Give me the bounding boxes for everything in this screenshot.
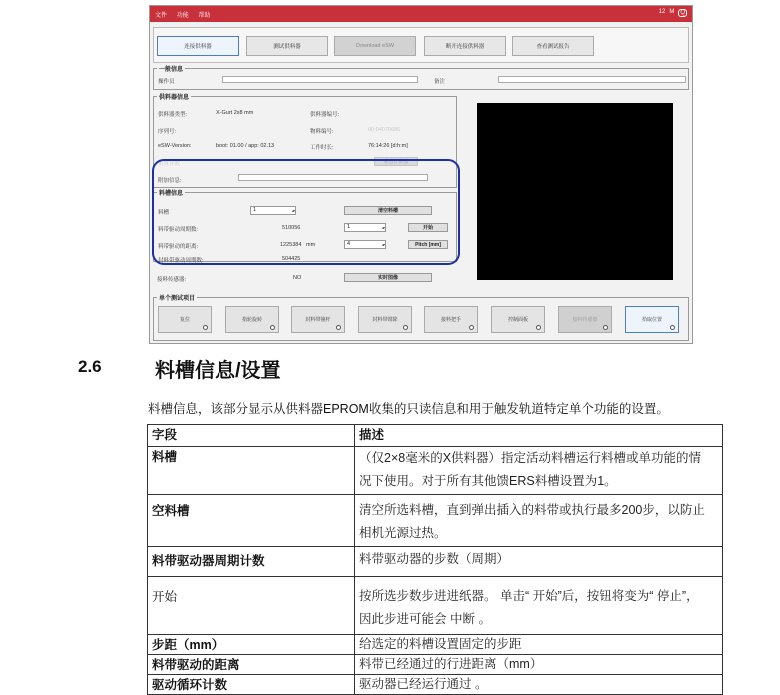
status-dot	[670, 325, 675, 330]
drive-cycles-value: 510056	[282, 225, 301, 231]
app-screenshot	[149, 5, 693, 344]
table-row	[148, 635, 723, 655]
test-control-panel-label: 控制面板	[507, 317, 528, 323]
row-desc-line: 料带驱动器的步数（周期）	[359, 552, 510, 566]
test-splice-sensor-label: 接料传感器	[572, 317, 598, 323]
highlight-outline	[152, 159, 460, 265]
test-wheel-label: 指轮旋转	[241, 317, 262, 323]
distance-value: 1225384	[280, 242, 302, 248]
test-splice-handle-label: 接料把手	[440, 317, 461, 323]
table-row	[148, 577, 723, 635]
pitch-stepper[interactable]: 4 ▴▾	[344, 240, 386, 249]
single-test-title: 单个测试项目	[157, 293, 197, 302]
feeder-type-value: X-Gurt 2x8 mm	[216, 110, 254, 116]
intro-paragraph: 料槽信息，该部分显示从供料器EPROM收集的只读信息和用于触发轨道特定单个功能的设置。	[148, 402, 669, 416]
row-desc	[355, 495, 723, 547]
row-desc-line: 相机光源过热。	[359, 526, 447, 540]
test-control-panel-button[interactable]	[491, 306, 545, 333]
menu-function[interactable]: 功能	[176, 12, 189, 19]
test-wheel-button[interactable]	[225, 306, 279, 333]
app-titlebar	[150, 6, 692, 22]
window-controls	[659, 9, 687, 17]
feeder-number-label: 供料器编号:	[310, 112, 340, 118]
remark-input[interactable]	[498, 76, 686, 83]
remark-label: 备注	[434, 79, 446, 85]
reset-counter-label: 重置计数	[158, 161, 181, 167]
status-dot	[469, 325, 474, 330]
material-value: 00 04070686	[368, 127, 401, 133]
live-image-button[interactable]: 实时图像	[344, 273, 432, 282]
window-control-m[interactable]: M	[669, 9, 675, 15]
camera-view	[477, 103, 673, 280]
slot-label: 料槽	[158, 210, 170, 216]
row-desc	[355, 635, 723, 655]
clear-slot-button[interactable]: 清空料槽	[344, 206, 432, 215]
row-desc-line: 清空所选料槽，直到弹出插入的料带或执行最多200步，以防止	[359, 503, 705, 517]
worktime-label: 工作时长:	[310, 145, 334, 151]
row-field: 空料槽	[148, 495, 355, 547]
splice-sensor-value: NO	[293, 275, 302, 281]
test-splice-handle-button[interactable]	[424, 306, 478, 333]
test-feeder-button[interactable]: 测试供料器	[246, 36, 328, 56]
operator-input[interactable]	[222, 76, 418, 83]
esw-version-label: eSW-Version:	[158, 143, 192, 149]
material-label: 物料编号:	[310, 129, 334, 135]
slot-info-title: 料槽信息	[157, 188, 185, 197]
test-pick-position-label: 拾取位置	[641, 317, 662, 323]
slot-stepper[interactable]: 1 ▴▾	[250, 206, 296, 215]
cycle-count-label: 封料带驱动周期数:	[158, 258, 204, 264]
header-field: 字段	[148, 425, 355, 447]
general-info-title: 一般信息	[157, 64, 185, 73]
worktime-value: 76:14:26 [d:h:m]	[368, 143, 408, 149]
row-desc	[355, 447, 723, 495]
start-button[interactable]: 开始	[408, 223, 448, 232]
row-desc-line: 给选定的料槽设置固定的步距	[359, 637, 522, 651]
test-reset-button[interactable]	[158, 306, 212, 333]
splice-sensor-label: 接料传感器:	[157, 277, 187, 283]
table-row	[148, 547, 723, 577]
row-desc	[355, 577, 723, 635]
feeder-type-label: 供料器类型:	[158, 112, 188, 118]
view-report-button[interactable]: 查看测试报告	[512, 36, 594, 56]
row-desc-line: 驱动器已经运行通过 。	[359, 677, 488, 691]
test-splice-sensor-button[interactable]	[558, 306, 612, 333]
row-field: 料带驱动的距离	[148, 655, 355, 675]
row-field: 料带驱动器周期计数	[148, 547, 355, 577]
extra-info-label: 附加信息:	[158, 178, 182, 184]
row-desc	[355, 675, 723, 695]
window-control-icon[interactable]: Q	[680, 10, 685, 16]
test-cover-lever-button[interactable]	[291, 306, 345, 333]
row-field: 料槽	[148, 447, 355, 495]
table-row	[148, 495, 723, 547]
menu-file[interactable]: 文件	[155, 12, 168, 19]
table-row	[148, 447, 723, 495]
download-esw-button[interactable]: Download eSW	[334, 36, 416, 56]
operator-label: 操作员	[158, 79, 175, 85]
app-toolbar	[153, 27, 689, 63]
distance-unit: mm	[306, 242, 316, 248]
status-dot	[270, 325, 275, 330]
row-desc-line: 按所选步数步进进纸器。 单击“ 开始”后，按钮将变为“ 停止”，	[359, 589, 699, 603]
row-desc-line: 因此步进可能会 中断 。	[359, 612, 491, 626]
window-control-12[interactable]: 12	[658, 9, 666, 15]
row-desc	[355, 655, 723, 675]
test-cover-lever-label: 封料带撞杆	[305, 317, 331, 323]
serial-label: 序列号:	[158, 129, 177, 135]
menu-help[interactable]: 帮助	[198, 12, 211, 19]
pitch-button[interactable]: Pitch [mm]	[408, 240, 448, 249]
status-dot	[336, 325, 341, 330]
header-desc: 描述	[355, 425, 723, 447]
row-field: 驱动循环计数	[148, 675, 355, 695]
table-row	[148, 675, 723, 695]
status-dot	[403, 325, 408, 330]
drive-cycles-label: 料带驱动周期数:	[158, 227, 199, 233]
status-dot	[536, 325, 541, 330]
status-dot	[203, 325, 208, 330]
app-menu	[155, 10, 218, 19]
test-pick-position-button[interactable]	[625, 306, 679, 333]
test-reset-label: 复位	[179, 317, 190, 323]
test-cover-remove-button[interactable]	[358, 306, 412, 333]
test-cover-remove-label: 封料带钳除	[372, 317, 398, 323]
row-field: 步距（mm）	[148, 635, 355, 655]
row-desc-line: 料带已经通过的行进距离（mm）	[359, 657, 543, 671]
field-table	[147, 424, 723, 695]
step-count-stepper[interactable]: 1 ▴▾	[344, 223, 386, 232]
row-desc	[355, 547, 723, 577]
table-header-row	[148, 425, 723, 447]
section-title: 料槽信息/设置	[155, 360, 281, 382]
disconnect-feeder-button[interactable]: 断开连接供料器	[424, 36, 506, 56]
status-dot	[603, 325, 608, 330]
general-info-group	[153, 68, 689, 90]
reset-counter-button[interactable]: 重置计数器	[374, 157, 418, 166]
table-row	[148, 655, 723, 675]
section-number: 2.6	[78, 357, 102, 376]
row-field: 开始	[148, 577, 355, 635]
feeder-info-title: 供料器信息	[157, 92, 191, 101]
row-desc-line: （仅2×8毫米的X供料器）指定活动料槽运行料槽或单功能的情	[359, 451, 702, 465]
connect-feeder-button[interactable]: 连接供料器	[157, 36, 239, 56]
row-desc-line: 况下使用。对于所有其他馈ERS料槽设置为1。	[359, 474, 617, 488]
esw-version-value: boot: 01.00 / app: 02.13	[216, 143, 275, 149]
distance-label: 料带驱动的距离:	[158, 244, 199, 250]
cycle-count-value: 504425	[282, 256, 301, 262]
